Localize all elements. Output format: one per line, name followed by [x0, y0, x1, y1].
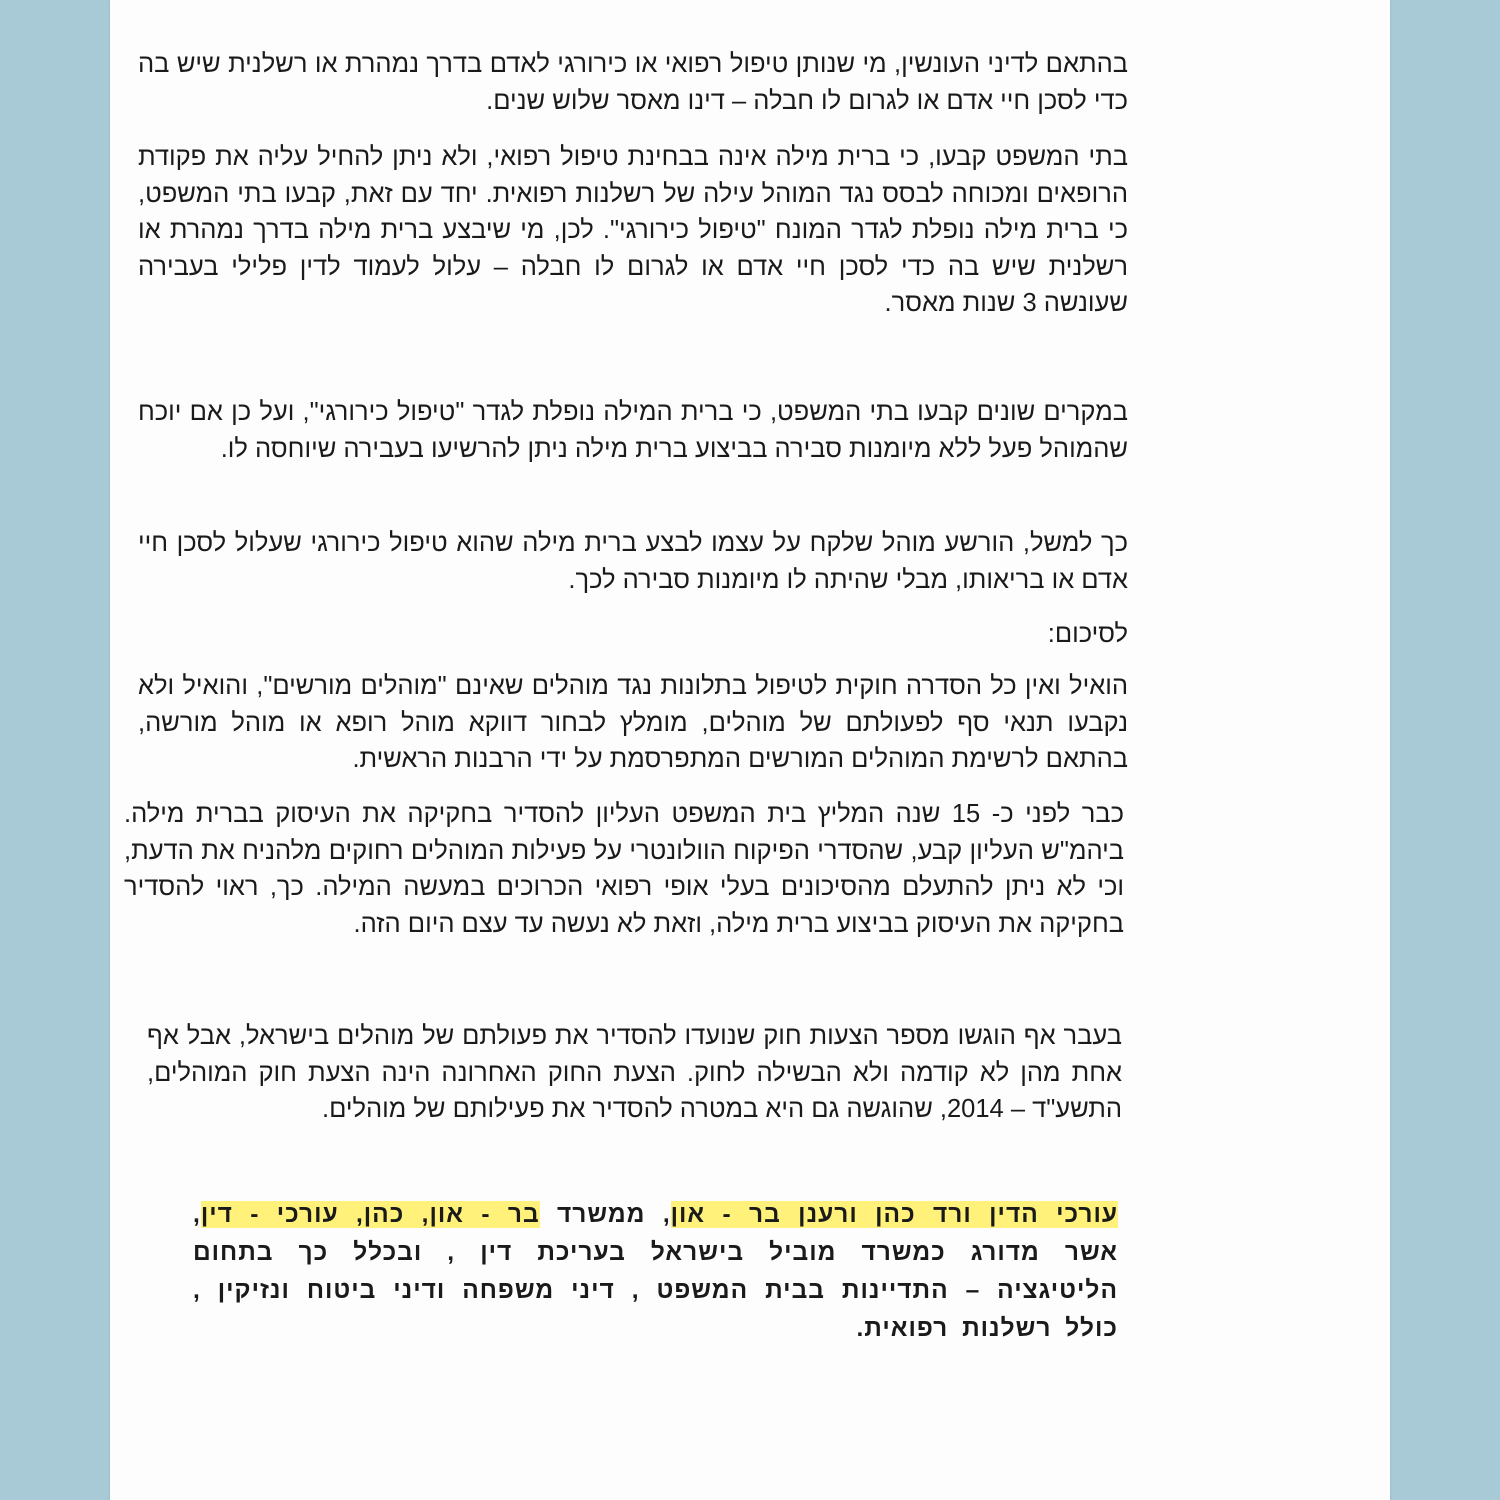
summary-heading: לסיכום:	[1047, 620, 1128, 648]
paragraph-example: כך למשל, הורשע מוהל שלקח על עצמו לבצע ברית מילה שהוא טיפול כירורגי שעלול לסכן חיי אדם או בריאותו, מבלי שהיתה לו מיומנות סבירה לכך.	[138, 529, 1128, 594]
paragraph-supreme-court: כבר לפני כ- 15 שנה המליץ בית המשפט העליון להסדיר בחקיקה את העיסוק בברית מילה. ביהמ"ש העליון קבע, שהסדרי הפיקוח הוולונטרי על פעילות המוהלים רחוקים מלהניח את הדעת, וכי לא ניתן להתעלם מהסיכונים בעלי אופי רפואי הכרוכים במעשה המילה. כך, ראוי להסדיר בחקיקה את העיסוק בביצוע ברית מילה, וזאת לא נעשה עד עצם היום הזה.	[124, 800, 1124, 938]
paragraph-court-rulings: בתי המשפט קבעו, כי ברית מילה אינה בבחינת טיפול רפואי, ולא ניתן להחיל עליה את פקודת הרופאים ומכוחה לבסס נגד המוהל עילה של רשלנות רפואית. יחד עם זאת, קבעו בתי המשפט, כי ברית מילה נופלת לגדר המונח "טיפול כירורגי". לכן, מי שיבצע ברית מילה בדרך נמהרת או רשלנית שיש בה כדי לסכן חיי אדם או לגרום לו חבלה – עלול לעמוד לדין פלילי בעבירה שעונשה 3 שנות מאסר.	[138, 143, 1128, 317]
paragraph-various-cases: במקרים שונים קבעו בתי המשפט, כי ברית המילה נופלת לגדר "טיפול כירורגי", ועל כן אם יוכח שהמוהל פעל ללא מיומנות סבירה בביצוע ברית מילה ניתן להרשיעו בעבירה שיוחסה לו.	[138, 398, 1128, 463]
author-credit	[193, 1196, 1118, 1348]
document-page	[110, 0, 1390, 1500]
paragraph-recommendation: הואיל ואין כל הסדרה חוקית לטיפול בתלונות נגד מוהלים שאינם "מוהלים מורשים", והואיל ולא נקבעו תנאי סף לפעולתם של מוהלים, מומלץ לבחור דווקא מוהל רופא או מוהל מורשה, בהתאם לרשימת המוהלים המורשים המתפרסמת על ידי הרבנות הראשית.	[138, 672, 1128, 773]
credit-rest: , אשר מדורג כמשרד מוביל בישראל בעריכת דין , ובכלל כך בתחום הליטיגציה – התדיינות בבית המשפט , דיני משפחה ודיני ביטוח ונזיקין , כולל רשלנות רפואית.	[193, 1201, 1118, 1342]
highlighted-firm-name: בר - און, כהן, עורכי - דין	[200, 1201, 540, 1228]
paragraph-penal-law: בהתאם לדיני העונשין, מי שנותן טיפול רפואי או כירורגי לאדם בדרך נמהרת או רשלנית שיש בה כדי לסכן חיי אדם או לגרום לו חבלה – דינו מאסר שלוש שנים.	[138, 50, 1128, 115]
highlighted-lawyers: עורכי הדין ורד כהן ורענן בר - און	[670, 1201, 1118, 1228]
paragraph-bill-proposals: בעבר אף הוגשו מספר הצעות חוק שנועדו להסדיר את פעולתם של מוהלים בישראל, אבל אף אחת מהן לא קודמה ולא הבשילה לחוק. הצעת החוק האחרונה הינה הצעת חוק המוהלים, התשע"ד – 2014, שהוגשה גם היא במטרה להסדיר את פעילותם של מוהלים.	[147, 1022, 1122, 1123]
credit-separator: , ממשרד	[539, 1201, 671, 1228]
